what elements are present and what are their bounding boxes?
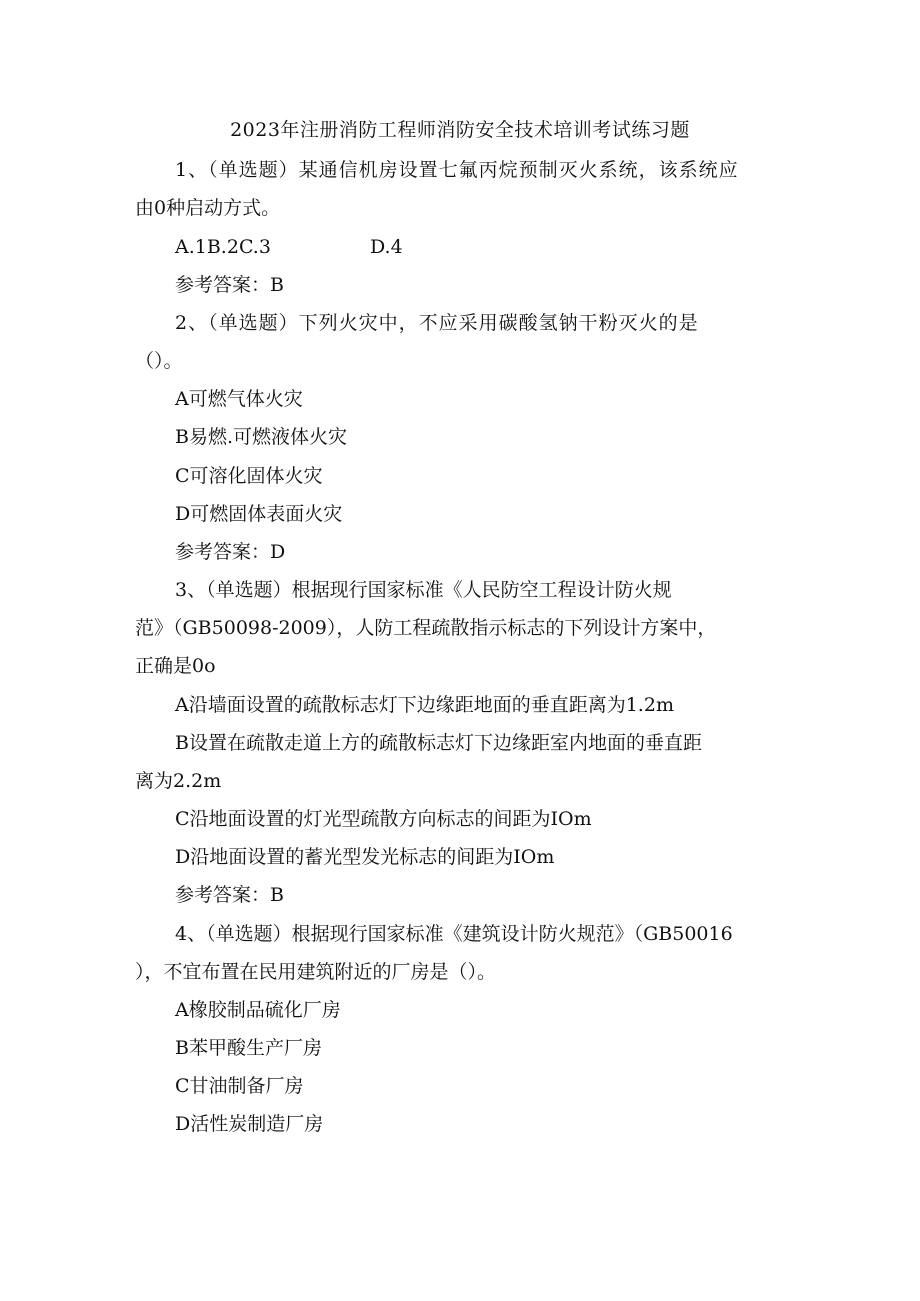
question-1-answer: 参考答案：B xyxy=(175,274,284,296)
question-3-stem-line-3: 正确是0o xyxy=(135,655,216,677)
question-4-option-d: D活性炭制造厂房 xyxy=(175,1113,324,1135)
question-2-stem-line-1: 2、（单选题）下列火灾中，不应采用碳酸氢钠干粉灭火的是 xyxy=(175,312,699,334)
question-3-option-b-continued: 离为2.2m xyxy=(135,770,222,792)
question-2-answer: 参考答案：D xyxy=(175,541,286,563)
question-4-option-a: A橡胶制品硫化厂房 xyxy=(175,999,341,1021)
question-1-options xyxy=(175,233,403,261)
question-3-stem-line-2: 范》（GB50098-2009），人防工程疏散指示标志的下列设计方案中， xyxy=(135,617,717,639)
document-title: 2023年注册消防工程师消防安全技术培训考试练习题 xyxy=(230,119,690,141)
question-1-option-d: D.4 xyxy=(370,236,403,258)
question-2-option-d: D可燃固体表面火灾 xyxy=(175,503,343,525)
question-4-stem-line-2: ），不宜布置在民用建筑附近的厂房是（）。 xyxy=(135,961,497,983)
question-1-stem-line-2: 由0种启动方式。 xyxy=(135,197,281,219)
question-3-option-c: C沿地面设置的灯光型疏散方向标志的间距为IOm xyxy=(175,808,592,830)
question-3-stem-line-1: 3、（单选题）根据现行国家标准《人民防空工程设计防火规 xyxy=(175,579,672,601)
question-1-stem-line-1: 1、（单选题）某通信机房设置七氟丙烷预制灭火系统，该系统应 xyxy=(175,159,739,181)
question-2-option-b: B易燃.可燃液体火灾 xyxy=(175,426,348,448)
question-3-option-b: B设置在疏散走道上方的疏散标志灯下边缘距室内地面的垂直距 xyxy=(175,732,702,754)
question-4-option-b: B苯甲酸生产厂房 xyxy=(175,1037,322,1059)
question-4-option-c: C甘油制备厂房 xyxy=(175,1075,304,1097)
question-2-stem-line-2: （）。 xyxy=(135,350,183,372)
question-1-options-abc: A.1B.2C.3 xyxy=(175,236,271,258)
question-3-answer: 参考答案：B xyxy=(175,884,284,906)
question-2-option-c: C可溶化固体火灾 xyxy=(175,465,323,487)
question-4-stem-line-1: 4、（单选题）根据现行国家标准《建筑设计防火规范》（GB50016 xyxy=(175,923,733,945)
question-3-option-a: A沿墙面设置的疏散标志灯下边缘距地面的垂直距离为1.2m xyxy=(175,694,674,716)
question-2-option-a: A可燃气体火灾 xyxy=(175,388,303,410)
question-3-option-d: D沿地面设置的蓄光型发光标志的间距为IOm xyxy=(175,846,555,868)
